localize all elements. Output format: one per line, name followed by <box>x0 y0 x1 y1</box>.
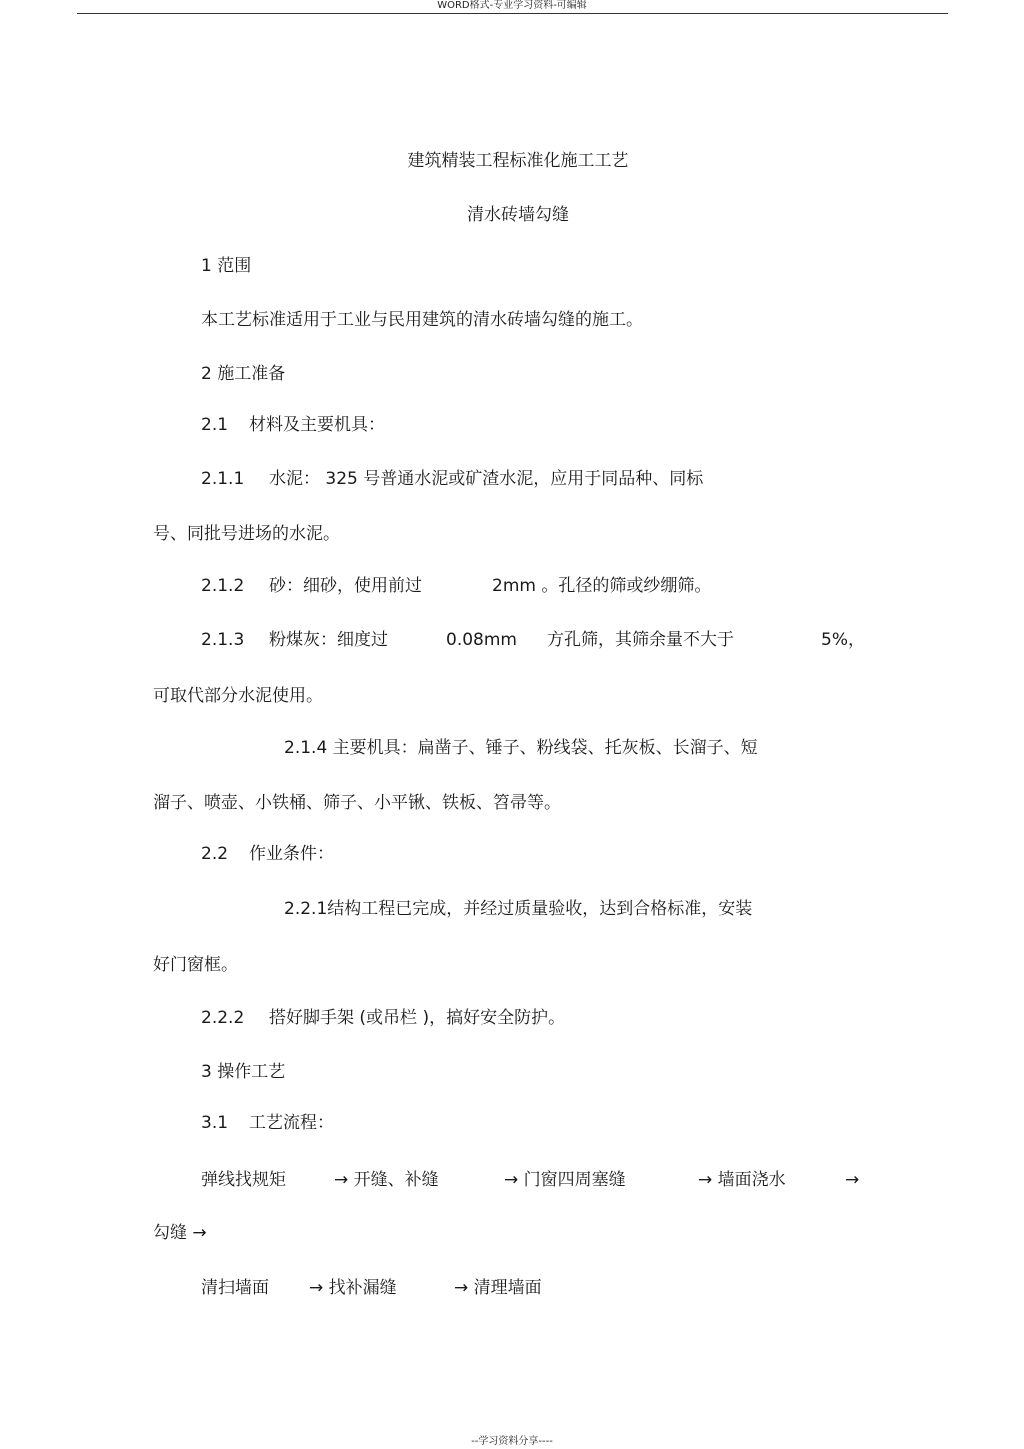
section-3-heading: 3 操作工艺 <box>201 1062 286 1082</box>
section-text-part1: 砂：细砂，使用前过 <box>269 576 422 596</box>
flow-step: → 门窗四周塞缝 <box>504 1170 626 1190</box>
flow-step: 弹线找规矩 <box>201 1170 286 1190</box>
section-number: 3.1 <box>201 1113 229 1133</box>
section-2-heading: 2 施工准备 <box>201 364 286 384</box>
section-number: 2.1.2 <box>201 576 245 596</box>
document-subtitle: 清水砖墙勾缝 <box>467 205 569 225</box>
section-2-2-1: 2.2.1结构工程已完成，并经过质量验收，达到合格标准，安装 <box>284 899 753 919</box>
section-text: 搭好脚手架 (或吊栏 )，搞好安全防护。 <box>269 1008 566 1028</box>
process-flow-row-2: 勾缝 → <box>153 1223 207 1243</box>
section-number: 2.2 <box>201 844 229 864</box>
section-number: 2.1.3 <box>201 630 245 650</box>
section-number: 2.2.2 <box>201 1008 245 1028</box>
flow-step: → 清理墙面 <box>454 1278 542 1298</box>
header-divider <box>77 13 948 14</box>
section-2-1-4-continuation: 溜子、喷壶、小铁桶、筛子、小平锹、铁板、笤帚等。 <box>153 793 561 813</box>
section-1-heading: 1 范围 <box>201 256 252 276</box>
section-text: 作业条件： <box>249 844 334 864</box>
flow-step: → 墙面浇水 <box>698 1170 786 1190</box>
section-number: 2.1 <box>201 415 229 435</box>
section-number: 2.1.1 <box>201 469 245 489</box>
section-text: 工艺流程： <box>249 1113 334 1133</box>
section-2-1-4: 2.1.4 主要机具：扁凿子、锤子、粉线袋、托灰板、长溜子、短 <box>284 738 758 758</box>
document-title: 建筑精装工程标准化施工工艺 <box>407 151 629 171</box>
page-footer: --学习资料分享---- <box>471 1436 553 1447</box>
section-text: 材料及主要机具： <box>249 415 385 435</box>
section-text-part4: 5%， <box>821 630 865 650</box>
flow-step: → 开缝、补缝 <box>334 1170 439 1190</box>
flow-step: → 找补漏缝 <box>309 1278 397 1298</box>
section-text: 水泥： 325 号普通水泥或矿渣水泥，应用于同品种、同标 <box>269 469 704 489</box>
section-text-part2: 2mm 。孔径的筛或纱绷筛。 <box>492 576 712 596</box>
section-text-part2: 0.08mm <box>446 630 517 650</box>
section-1-text: 本工艺标准适用于工业与民用建筑的清水砖墙勾缝的施工。 <box>201 310 643 330</box>
flow-arrow: → <box>845 1170 860 1190</box>
section-2-1-3-continuation: 可取代部分水泥使用。 <box>153 686 323 706</box>
page-header: WORD格式-专业学习资料-可编辑 <box>437 0 587 11</box>
section-text-part1: 粉煤灰：细度过 <box>269 630 388 650</box>
section-2-2-1-continuation: 好门窗框。 <box>153 955 238 975</box>
section-text-part3: 方孔筛，其筛余量不大于 <box>547 630 734 650</box>
section-2-1-1-continuation: 号、同批号进场的水泥。 <box>153 524 340 544</box>
flow-step: 清扫墙面 <box>201 1278 269 1298</box>
